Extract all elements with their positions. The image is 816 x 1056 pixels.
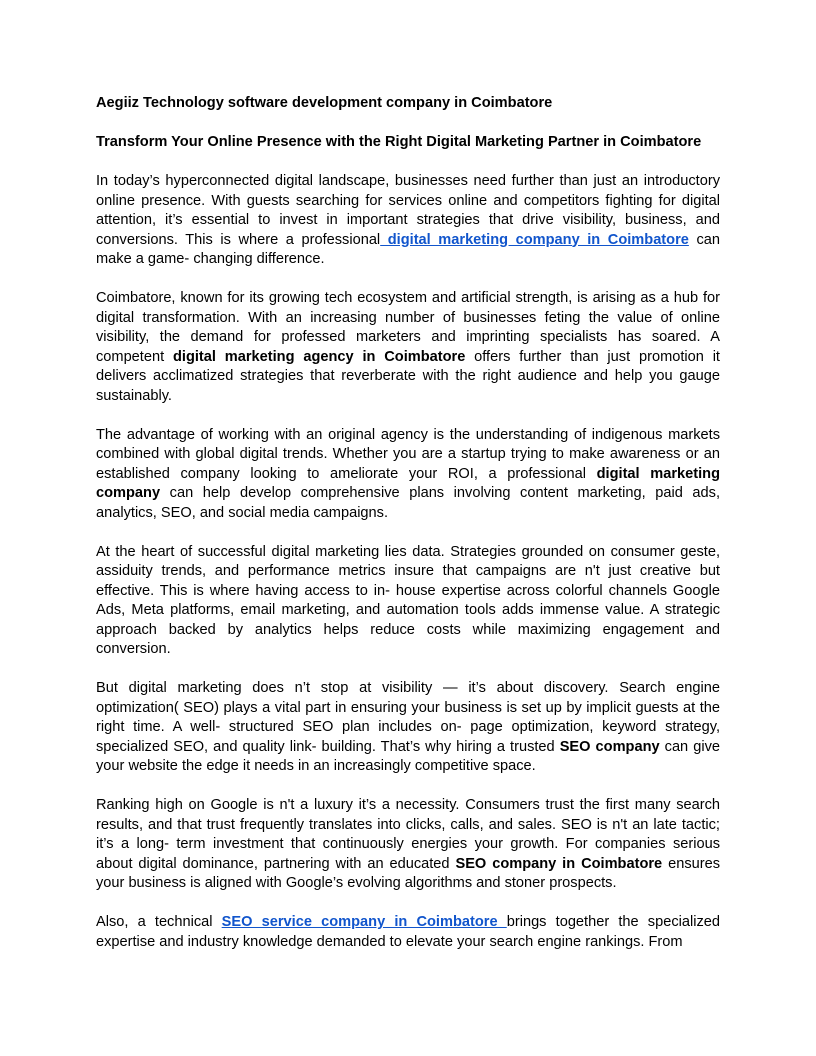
paragraph-4: At the heart of successful digital marketing lies data. Strategies grounded on consumer geste, assiduity trends, and performance metrics insure that campaigns are n't just creative but effective. This is where having access to in- house expertise across colorful channels Google Ads, Meta platforms, email marketing, and automation tools adds immense value. A strategic approach backed by analytics helps reduce costs while maximizing engagement and conversion. [96, 543, 720, 657]
paragraph-text: But digital marketing does n’t stop at visibility — it’s about discovery. Search engine optimization( SEO) plays a vital part in ensuring your business is set up by implicit guests at the right time. A well- structured SEO plan includes on- page optimization, keyword strategy, specialized SEO, and quality link- building. That’s why hiring a trusted [96, 680, 720, 755]
digital-marketing-company-link[interactable]: digital marketing company in Coimbatore [380, 231, 689, 248]
paragraph-text: ensures your business is aligned with Google’s evolving algorithms and stoner prospects. [96, 855, 721, 891]
paragraph-text: can give your website the edge it needs in an increasingly competitive space. [96, 738, 720, 774]
paragraph-text: can help develop comprehensive plans involving content marketing, paid ads, analytics, SEO, and social media campaigns. [96, 485, 720, 521]
document-title: Aegiiz Technology software development company in Coimbatore [96, 95, 553, 111]
paragraph-2 [96, 289, 720, 406]
paragraph-text: offers further than just promotion it delivers acclimatized strategies that reverberate with the right audience and help you gauge sustainably. [96, 348, 720, 404]
bold-keyword: SEO company in Coimbatore [455, 855, 663, 872]
paragraph-text: In today’s hyperconnected digital landscape, businesses need further than just an introductory online presence. With guests searching for services online and competitors fighting for digital attention, it’s essential to invest in important strategies that drive visibility, business, and conversions. This is where a professional [96, 173, 720, 248]
paragraph-text: can make a game- changing difference. [96, 231, 720, 267]
bold-keyword: digital marketing agency in Coimbatore [172, 348, 466, 365]
bold-keyword: digital marketing company [96, 465, 720, 501]
bold-keyword: SEO company [559, 738, 660, 755]
paragraph-1 [96, 172, 720, 270]
document-subtitle: Transform Your Online Presence with the Right Digital Marketing Partner in Coimbatore [96, 134, 702, 150]
paragraph-6 [96, 796, 720, 894]
paragraph-3 [96, 426, 720, 524]
paragraph-text: The advantage of working with an original agency is the understanding of indigenous markets combined with global digital trends. Whether you are a startup trying to make awareness or an established company looking to ameliorate your ROI, a professional [96, 426, 720, 482]
seo-service-company-link[interactable]: SEO service company in Coimbatore [221, 914, 507, 930]
paragraph-text: brings together the specialized expertise and industry knowledge demanded to elevate your search engine rankings. From [96, 914, 721, 950]
paragraph-7 [96, 913, 720, 952]
document-page [96, 94, 720, 972]
paragraph-5 [96, 679, 720, 777]
paragraph-text: Coimbatore, known for its growing tech ecosystem and artificial strength, is arising as a hub for digital transformation. With an increasing number of businesses feting the value of online visibility, the demand for professed marketers and imprinting specialists has soared. A competent [96, 290, 720, 365]
paragraph-text: Ranking high on Google is n't a luxury it’s a necessity. Consumers trust the first many search results, and that trust frequently translates into clicks, calls, and sales. SEO is n't an late tactic; it’s a long- term investment that continuously energies your growth. For companies serious about digital dominance, partnering with an educated [96, 797, 720, 872]
paragraph-text: Also, a technical [96, 914, 222, 930]
